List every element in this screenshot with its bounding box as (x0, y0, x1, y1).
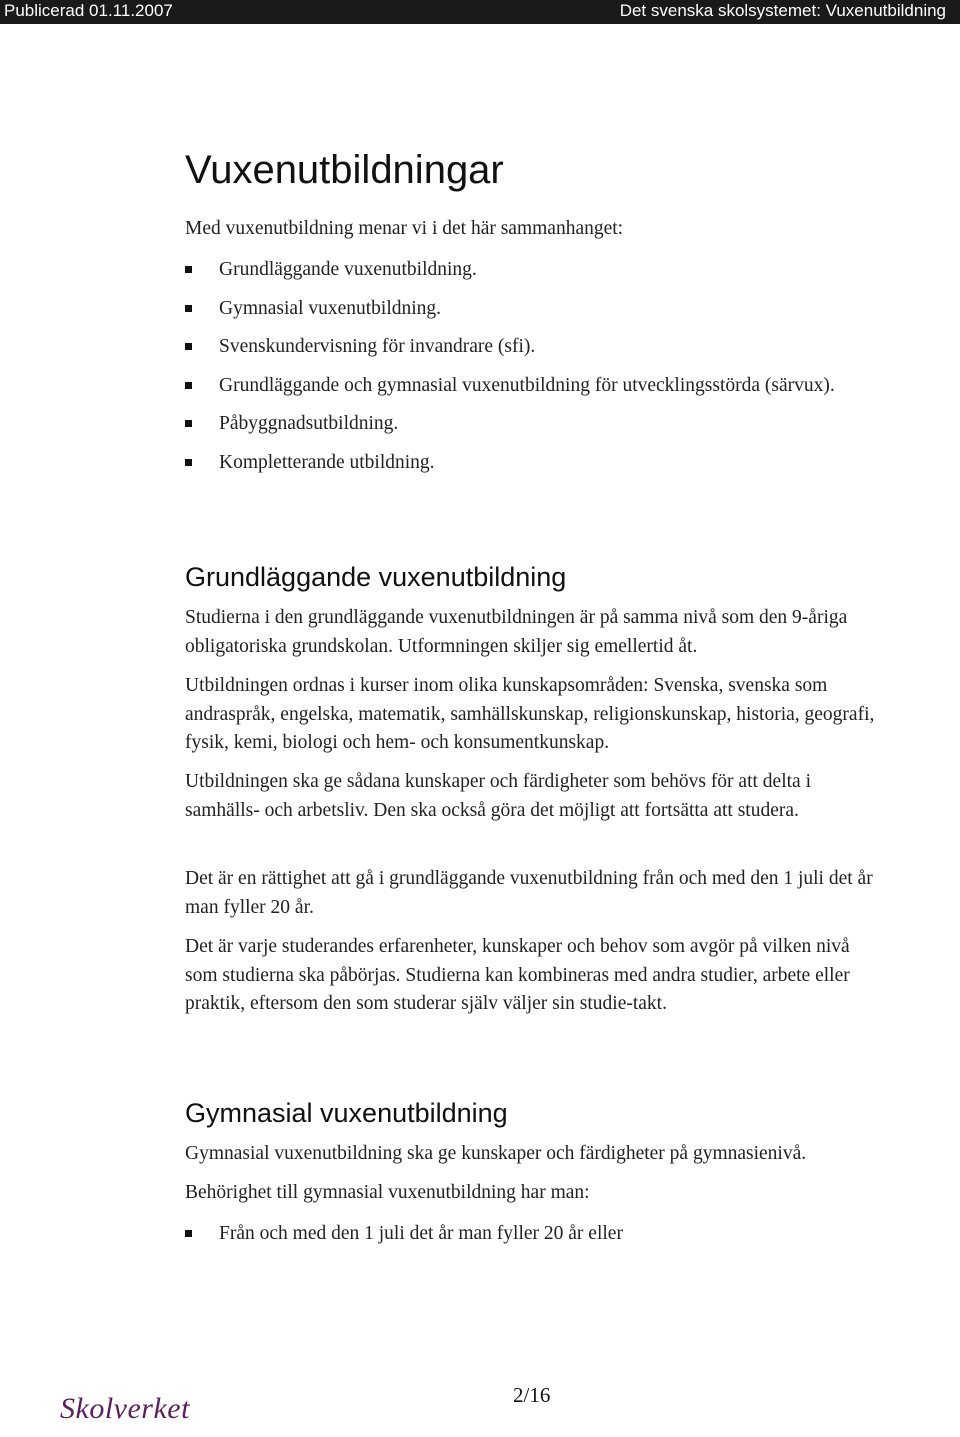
page-number: 2/16 (513, 1383, 551, 1407)
bullet-icon (185, 343, 192, 350)
paragraph: Det är varje studerandes erfarenheter, kunskaper och behov som avgör på vilken nivå som studierna ska påbörjas. Studierna kan kombineras med andra studier, arbete eller praktik, eftersom den som studerar själv väljer sin studie-takt. (185, 936, 850, 1014)
list-item: Från och med den 1 juli det år man fyller 20 år eller (185, 1220, 885, 1248)
paragraph: Studierna i den grundläggande vuxenutbildningen är på samma nivå som den 9-åriga obligatoriska grundskolan. Utformningen skiljer sig emellertid åt. (185, 607, 848, 657)
eligibility-list (185, 1220, 885, 1259)
education-types-list (185, 256, 885, 487)
list-item: Kompletterande utbildning. (185, 449, 885, 477)
page-title: Vuxenutbildningar (185, 148, 504, 192)
list-item: Grundläggande vuxenutbildning. (185, 256, 885, 284)
list-item: Påbyggnadsutbildning. (185, 410, 885, 438)
intro-text: Med vuxenutbildning menar vi i det här sammanhanget: (185, 218, 624, 239)
paragraph: Gymnasial vuxenutbildning ska ge kunskaper och färdigheter på gymnasienivå. (185, 1143, 807, 1164)
list-item: Grundläggande och gymnasial vuxenutbildning för utvecklingsstörda (särvux). (185, 372, 859, 400)
page-header (0, 0, 960, 24)
section-heading-gymnasial: Gymnasial vuxenutbildning (185, 1098, 508, 1128)
bullet-icon (185, 266, 192, 273)
bullet-icon (185, 1230, 192, 1237)
document-title: Det svenska skolsystemet: Vuxenutbildning (619, 1, 946, 20)
paragraph: Behörighet till gymnasial vuxenutbildning har man: (185, 1182, 590, 1203)
paragraph: Det är en rättighet att gå i grundläggande vuxenutbildning från och med den 1 juli det år man fyller 20 år. (185, 868, 873, 918)
paragraph: Utbildningen ska ge sådana kunskaper och färdigheter som behövs för att delta i samhälls- och arbetsliv. Den ska också göra det möjligt att fortsätta att studera. (185, 771, 811, 821)
skolverket-logo: Skolverket (60, 1392, 190, 1425)
bullet-icon (185, 459, 192, 466)
list-item: Gymnasial vuxenutbildning. (185, 295, 885, 323)
bullet-icon (185, 420, 192, 427)
bullet-icon (185, 305, 192, 312)
section-heading-grundlaggande: Grundläggande vuxenutbildning (185, 562, 567, 592)
list-item: Svenskundervisning för invandrare (sfi). (185, 333, 885, 361)
bullet-icon (185, 382, 192, 389)
published-date: Publicerad 01.11.2007 (4, 1, 173, 20)
paragraph: Utbildningen ordnas i kurser inom olika kunskapsområden: Svenska, svenska som andraspråk, engelska, matematik, samhällskunskap, religionskunskap, historia, geografi, fysik, kemi, biologi och hem- och konsumentkunskap. (185, 675, 875, 753)
